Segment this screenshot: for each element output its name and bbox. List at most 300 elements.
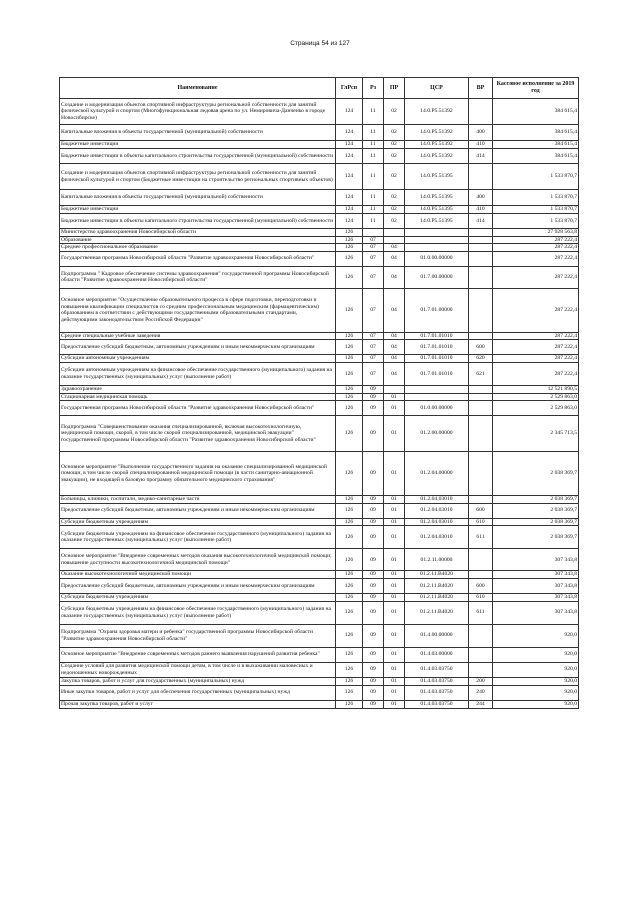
cell-vr (469, 624, 493, 647)
cell-amount: 307 343,8 (493, 601, 579, 624)
cell-vr (469, 393, 493, 401)
cell-rz: 09 (363, 549, 384, 571)
cell-pr: 01 (384, 647, 405, 662)
cell-pr: 01 (384, 578, 405, 593)
cell-name: Предоставление субсидий бюджетным, автономным учреждениям и иным некоммерческим организациям (60, 578, 336, 593)
cell-glrsp: 126 (336, 340, 363, 355)
cell-amount: 287 222,4 (493, 362, 579, 385)
table-header-row (60, 78, 579, 99)
table-row (60, 624, 579, 647)
table-row (60, 578, 579, 593)
cell-pr: 01 (384, 624, 405, 647)
cell-name: Капитальные вложения в объекты государственной (муниципальной) собственности (60, 125, 336, 141)
cell-name: Здравоохранение (60, 385, 336, 393)
cell-name: Иные закупки товаров, работ и услуг для обеспечения государственных (муниципальных) нужд (60, 685, 336, 700)
cell-pr: 01 (384, 401, 405, 416)
table-row (60, 503, 579, 518)
page-number-header: Страница 54 из 127 (290, 40, 350, 47)
cell-glrsp: 124 (336, 190, 363, 206)
cell-vr: 410 (469, 206, 493, 214)
table-row (60, 518, 579, 526)
cell-rz: 09 (363, 624, 384, 647)
cell-vr: 410 (469, 141, 493, 149)
header-pr: ПР (384, 78, 405, 99)
cell-glrsp: 126 (336, 355, 363, 363)
table-row (60, 700, 579, 708)
cell-name: Основное мероприятие "Внедрение современных методов раннего выявления нарушений развития ребенка" (60, 647, 336, 662)
cell-name: Прочая закупка товаров, работ и услуг (60, 700, 336, 708)
cell-csr (405, 393, 469, 401)
table-row (60, 206, 579, 214)
cell-glrsp: 126 (336, 244, 363, 252)
cell-rz: 09 (363, 401, 384, 416)
cell-rz: 11 (363, 206, 384, 214)
cell-glrsp: 124 (336, 206, 363, 214)
cell-glrsp: 126 (336, 601, 363, 624)
cell-csr: 14.0.Р5.51395 (405, 214, 469, 229)
cell-rz: 11 (363, 141, 384, 149)
cell-vr (469, 385, 493, 393)
cell-name: Капитальные вложения в объекты государственной (муниципальной) собственности (60, 190, 336, 206)
cell-rz: 09 (363, 416, 384, 452)
cell-glrsp: 126 (336, 662, 363, 677)
cell-vr: 610 (469, 518, 493, 526)
cell-amount: 1 533 870,7 (493, 190, 579, 206)
cell-vr (469, 401, 493, 416)
table-body (60, 99, 579, 709)
table-row (60, 526, 579, 549)
cell-amount: 2 038 369,7 (493, 452, 579, 496)
cell-vr: 611 (469, 601, 493, 624)
cell-pr: 04 (384, 251, 405, 266)
cell-rz: 09 (363, 662, 384, 677)
table-row (60, 452, 579, 496)
cell-pr: 01 (384, 662, 405, 677)
table-row (60, 549, 579, 571)
cell-name: Субсидии бюджетным учреждениям на финансовое обеспечение государственного (муниципального) задания на оказание государственных (муниципальных) услуг (выполнение работ) (60, 526, 336, 549)
cell-glrsp: 126 (336, 685, 363, 700)
cell-pr: 02 (384, 141, 405, 149)
cell-rz: 09 (363, 593, 384, 601)
cell-vr (469, 416, 493, 452)
cell-csr (405, 385, 469, 393)
cell-amount: 2 529 863,0 (493, 393, 579, 401)
cell-rz: 09 (363, 385, 384, 393)
cell-pr: 04 (384, 332, 405, 340)
cell-pr: 01 (384, 700, 405, 708)
cell-pr: 01 (384, 452, 405, 496)
cell-glrsp: 124 (336, 214, 363, 229)
cell-vr: 600 (469, 503, 493, 518)
cell-csr: 01.2.11.В4020 (405, 571, 469, 579)
cell-csr: 14.0.Р5.51392 (405, 99, 469, 125)
cell-name: Оказание высокотехнологичной медицинской помощи (60, 571, 336, 579)
cell-csr: 01.7.01.01010 (405, 362, 469, 385)
cell-pr: 01 (384, 496, 405, 504)
header-vr: ВР (469, 78, 493, 99)
cell-csr: 01.2.11.00000 (405, 549, 469, 571)
cell-csr: 01.2.04.03010 (405, 526, 469, 549)
cell-csr: 01.2.04.03010 (405, 503, 469, 518)
table-row (60, 340, 579, 355)
cell-amount: 287 222,4 (493, 288, 579, 332)
cell-rz: 09 (363, 571, 384, 579)
table-row (60, 288, 579, 332)
cell-glrsp: 126 (336, 677, 363, 685)
cell-amount: 384 615,4 (493, 125, 579, 141)
cell-amount: 307 343,8 (493, 549, 579, 571)
cell-name: Субсидии бюджетным учреждениям (60, 593, 336, 601)
cell-vr: 244 (469, 700, 493, 708)
cell-glrsp: 126 (336, 385, 363, 393)
cell-csr: 01.2.04.03010 (405, 518, 469, 526)
cell-csr: 01.4.03.03750 (405, 700, 469, 708)
cell-csr: 01.2.04.03010 (405, 496, 469, 504)
cell-vr (469, 266, 493, 288)
cell-name: Бюджетные инвестиции (60, 141, 336, 149)
cell-amount: 920,0 (493, 677, 579, 685)
table-row (60, 593, 579, 601)
cell-amount: 307 343,8 (493, 578, 579, 593)
cell-amount: 287 222,4 (493, 251, 579, 266)
table-row (60, 332, 579, 340)
cell-amount: 384 615,4 (493, 99, 579, 125)
cell-rz: 11 (363, 125, 384, 141)
cell-vr: 414 (469, 149, 493, 164)
cell-glrsp: 126 (336, 401, 363, 416)
cell-rz: 07 (363, 332, 384, 340)
cell-name: Основное мероприятие "Выполнение государственного задания на оказание специализированной медицинской помощи, в том числе скорой специализированной медицинской помощи (в части санитарно-авиационной эвакуации), не входящей в базовую программу обязательного медицинского страхования" (60, 452, 336, 496)
cell-pr (384, 236, 405, 244)
cell-pr: 04 (384, 244, 405, 252)
cell-glrsp: 126 (336, 332, 363, 340)
cell-glrsp: 126 (336, 571, 363, 579)
cell-amount: 384 615,4 (493, 141, 579, 149)
cell-csr: 01.4.03.00000 (405, 647, 469, 662)
cell-pr: 02 (384, 164, 405, 190)
table-row (60, 416, 579, 452)
cell-rz: 09 (363, 647, 384, 662)
cell-rz: 09 (363, 503, 384, 518)
cell-pr: 01 (384, 503, 405, 518)
cell-vr (469, 662, 493, 677)
cell-pr: 02 (384, 206, 405, 214)
cell-glrsp: 126 (336, 593, 363, 601)
cell-csr: 01.2.11.В4020 (405, 601, 469, 624)
cell-csr: 01.7.01.01010 (405, 332, 469, 340)
cell-vr: 600 (469, 578, 493, 593)
cell-rz: 09 (363, 393, 384, 401)
cell-name: Субсидии бюджетным учреждениям на финансовое обеспечение государственного (муниципального) задания на оказание государственных (муниципальных) услуг (выполнение работ) (60, 601, 336, 624)
cell-amount: 384 615,4 (493, 149, 579, 164)
cell-rz: 07 (363, 355, 384, 363)
cell-pr: 04 (384, 362, 405, 385)
table-row (60, 401, 579, 416)
table-row (60, 601, 579, 624)
cell-vr: 400 (469, 125, 493, 141)
cell-amount: 920,0 (493, 647, 579, 662)
table-row (60, 362, 579, 385)
table-row (60, 571, 579, 579)
cell-csr: 01.2.11.В4020 (405, 578, 469, 593)
cell-vr (469, 549, 493, 571)
table-row (60, 99, 579, 125)
cell-csr: 01.7.01.01010 (405, 340, 469, 355)
cell-rz: 11 (363, 214, 384, 229)
cell-vr: 200 (469, 677, 493, 685)
cell-name: Среднее профессиональное образование (60, 244, 336, 252)
cell-amount: 287 222,4 (493, 355, 579, 363)
cell-name: Подпрограмма "Совершенствование оказания специализированной, включая высокотехнологичную, медицинской помощи, скорой, в том числе скорой специализированной, медицинской эвакуации" государственной программы Новосибирской области "Развитие здравоохранения Новосибирской области" (60, 416, 336, 452)
header-csr: ЦСР (405, 78, 469, 99)
cell-glrsp: 126 (336, 229, 363, 237)
cell-csr: 01.0.00.00000 (405, 401, 469, 416)
cell-csr: 01.7.01.01010 (405, 355, 469, 363)
table-row (60, 229, 579, 237)
cell-csr: 14.0.Р5.51392 (405, 149, 469, 164)
cell-amount: 2 529 863,0 (493, 401, 579, 416)
cell-name: Образование (60, 236, 336, 244)
cell-rz: 07 (363, 340, 384, 355)
cell-pr (384, 229, 405, 237)
cell-name: Создание и модернизация объектов спортивной инфраструктуры региональной собственности для занятий физической культурой и спортом (Бюджетные инвестиции на строительство региональных спортивных объектов) (60, 164, 336, 190)
cell-vr (469, 99, 493, 125)
cell-pr: 04 (384, 288, 405, 332)
cell-glrsp: 126 (336, 236, 363, 244)
cell-pr: 01 (384, 571, 405, 579)
cell-pr: 01 (384, 518, 405, 526)
table-row (60, 385, 579, 393)
cell-name: Министерство здравоохранения Новосибирской области (60, 229, 336, 237)
cell-name: Создание и модернизация объектов спортивной инфраструктуры региональной собственности для занятий физической культурой и спортом (Многофункциональная ледовая арена по ул. Немировича-Данченко в городе Новосибирске) (60, 99, 336, 125)
cell-amount: 1 533 870,7 (493, 206, 579, 214)
cell-rz: 07 (363, 251, 384, 266)
cell-name: Государственная программа Новосибирской области "Развитие здравоохранения Новосибирской области" (60, 401, 336, 416)
cell-vr: 400 (469, 190, 493, 206)
cell-csr (405, 244, 469, 252)
cell-name: Основное мероприятие "Внедрение современных методов оказания высокотехнологичной медицинской помощи; повышение доступности высокотехнологичной медицинской помощи" (60, 549, 336, 571)
cell-amount: 2 038 369,7 (493, 518, 579, 526)
cell-amount: 287 222,4 (493, 340, 579, 355)
table-row (60, 214, 579, 229)
table-row (60, 125, 579, 141)
cell-csr: 01.4.03.03750 (405, 662, 469, 677)
cell-vr: 621 (469, 362, 493, 385)
cell-glrsp: 126 (336, 496, 363, 504)
cell-rz: 07 (363, 362, 384, 385)
cell-vr (469, 251, 493, 266)
cell-rz: 07 (363, 288, 384, 332)
cell-csr: 01.4.03.03750 (405, 677, 469, 685)
table-row (60, 190, 579, 206)
cell-amount: 2 038 369,7 (493, 496, 579, 504)
cell-pr: 04 (384, 266, 405, 288)
cell-vr: 240 (469, 685, 493, 700)
cell-amount: 287 222,4 (493, 244, 579, 252)
cell-csr: 14.0.Р5.51395 (405, 190, 469, 206)
cell-pr: 02 (384, 214, 405, 229)
cell-name: Бюджетные инвестиции в объекты капитального строительства государственной (муниципальной) собственности (60, 149, 336, 164)
cell-rz: 09 (363, 677, 384, 685)
cell-vr (469, 571, 493, 579)
cell-rz (363, 229, 384, 237)
cell-glrsp: 124 (336, 99, 363, 125)
header-glrsp: ГлРсп (336, 78, 363, 99)
cell-csr: 01.2.04.00000 (405, 452, 469, 496)
table-row (60, 164, 579, 190)
cell-amount: 920,0 (493, 700, 579, 708)
cell-rz: 07 (363, 236, 384, 244)
cell-name: Закупка товаров, работ и услуг для государственных (муниципальных) нужд (60, 677, 336, 685)
cell-csr: 14.0.Р5.51392 (405, 125, 469, 141)
cell-name: Субсидии бюджетным учреждениям (60, 518, 336, 526)
cell-vr (469, 496, 493, 504)
cell-glrsp: 126 (336, 700, 363, 708)
table-row (60, 355, 579, 363)
cell-name: Субсидии автономным учреждениям на финансовое обеспечение государственного (муниципального) задания на оказание государственных (муниципальных) услуг (выполнение работ) (60, 362, 336, 385)
cell-csr (405, 236, 469, 244)
cell-pr: 02 (384, 149, 405, 164)
cell-amount: 287 222,4 (493, 332, 579, 340)
cell-vr (469, 332, 493, 340)
cell-amount: 287 222,4 (493, 236, 579, 244)
cell-pr: 02 (384, 190, 405, 206)
cell-amount: 307 343,8 (493, 571, 579, 579)
cell-rz: 11 (363, 190, 384, 206)
cell-name: Создание условий для развития медицинской помощи детям, в том числе и в выхаживании маловесных и недоношенных новорожденных (60, 662, 336, 677)
cell-csr: 01.2.00.00000 (405, 416, 469, 452)
cell-name: Основное мероприятие "Осуществление образовательного процесса в сфере подготовки, переподготовки и повышения квалификации специалистов со средним профессиональным медицинским (фармацевтическим) образованием в соответствии с действующими государственными образовательными стандартами, действующими законодательством Российской Федерации" (60, 288, 336, 332)
cell-amount: 2 038 369,7 (493, 503, 579, 518)
cell-csr (405, 229, 469, 237)
cell-amount: 2 345 713,5 (493, 416, 579, 452)
cell-glrsp: 124 (336, 141, 363, 149)
cell-pr: 01 (384, 549, 405, 571)
table-row (60, 496, 579, 504)
table-row (60, 149, 579, 164)
cell-glrsp: 126 (336, 518, 363, 526)
table-row (60, 251, 579, 266)
header-amount: Кассовое исполнение за 2019 год (493, 78, 579, 99)
cell-name: Больницы, клиники, госпитали, медико-санитарные части (60, 496, 336, 504)
cell-glrsp: 124 (336, 125, 363, 141)
cell-name: Субсидии автономным учреждениям (60, 355, 336, 363)
cell-name: Бюджетные инвестиции (60, 206, 336, 214)
cell-vr (469, 647, 493, 662)
table-row (60, 244, 579, 252)
cell-csr: 14.0.Р5.51395 (405, 164, 469, 190)
cell-name: Бюджетные инвестиции в объекты капитального строительства государственной (муниципальной) собственности (60, 214, 336, 229)
cell-glrsp: 126 (336, 393, 363, 401)
budget-execution-table (59, 77, 579, 709)
header-name: Наименование (60, 78, 336, 99)
cell-glrsp: 126 (336, 362, 363, 385)
table-row (60, 677, 579, 685)
cell-amount: 1 533 870,7 (493, 214, 579, 229)
cell-pr: 01 (384, 393, 405, 401)
cell-vr (469, 229, 493, 237)
cell-csr: 01.4.00.00000 (405, 624, 469, 647)
cell-csr: 01.7.00.00000 (405, 266, 469, 288)
cell-vr: 610 (469, 593, 493, 601)
table-row (60, 141, 579, 149)
cell-amount: 27 928 563,8 (493, 229, 579, 237)
cell-vr: 611 (469, 526, 493, 549)
cell-pr: 01 (384, 593, 405, 601)
cell-pr: 01 (384, 677, 405, 685)
cell-glrsp: 126 (336, 549, 363, 571)
cell-pr: 04 (384, 355, 405, 363)
cell-rz: 09 (363, 578, 384, 593)
cell-pr: 01 (384, 526, 405, 549)
cell-glrsp: 124 (336, 149, 363, 164)
cell-amount: 1 533 870,7 (493, 164, 579, 190)
cell-pr: 01 (384, 416, 405, 452)
cell-glrsp: 126 (336, 526, 363, 549)
cell-pr: 02 (384, 99, 405, 125)
cell-vr: 414 (469, 214, 493, 229)
table-row (60, 266, 579, 288)
cell-rz: 09 (363, 601, 384, 624)
cell-vr (469, 164, 493, 190)
cell-rz: 09 (363, 526, 384, 549)
cell-vr: 600 (469, 340, 493, 355)
header-rz: Рз (363, 78, 384, 99)
cell-rz: 09 (363, 496, 384, 504)
cell-name: Подпрограмма "Охрана здоровья матери и ребенка" государственной программы Новосибирской области "Развитие здравоохранения Новосибирской области" (60, 624, 336, 647)
cell-rz: 09 (363, 685, 384, 700)
cell-glrsp: 126 (336, 452, 363, 496)
cell-vr: 620 (469, 355, 493, 363)
table-row (60, 393, 579, 401)
cell-rz: 09 (363, 518, 384, 526)
cell-rz: 11 (363, 164, 384, 190)
cell-pr: 01 (384, 685, 405, 700)
cell-csr: 01.4.03.03750 (405, 685, 469, 700)
table-row (60, 662, 579, 677)
cell-glrsp: 126 (336, 647, 363, 662)
cell-glrsp: 126 (336, 578, 363, 593)
cell-amount: 287 222,4 (493, 266, 579, 288)
cell-glrsp: 126 (336, 416, 363, 452)
cell-pr: 04 (384, 340, 405, 355)
cell-pr: 01 (384, 601, 405, 624)
cell-csr: 01.7.01.00000 (405, 288, 469, 332)
cell-amount: 920,0 (493, 624, 579, 647)
cell-name: Предоставление субсидий бюджетным, автономным учреждениям и иным некоммерческим организациям (60, 503, 336, 518)
cell-pr: 02 (384, 125, 405, 141)
cell-csr: 14.0.Р5.51395 (405, 206, 469, 214)
cell-name: Стационарная медицинская помощь (60, 393, 336, 401)
table-row (60, 236, 579, 244)
cell-rz: 11 (363, 149, 384, 164)
cell-rz: 07 (363, 244, 384, 252)
cell-csr: 14.0.Р5.51392 (405, 141, 469, 149)
cell-vr (469, 288, 493, 332)
cell-amount: 2 038 369,7 (493, 526, 579, 549)
cell-rz: 07 (363, 266, 384, 288)
cell-amount: 307 343,8 (493, 593, 579, 601)
cell-glrsp: 126 (336, 288, 363, 332)
cell-name: Средние специальные учебные заведения (60, 332, 336, 340)
cell-vr (469, 236, 493, 244)
cell-csr: 01.0.00.00000 (405, 251, 469, 266)
cell-name: Подпрограмма " Кадровое обеспечение системы здравоохранения" государственной программы Новосибирской области "Развитие здравоохранения Новосибирской области" (60, 266, 336, 288)
cell-rz: 09 (363, 452, 384, 496)
cell-glrsp: 126 (336, 624, 363, 647)
cell-amount: 920,0 (493, 685, 579, 700)
cell-glrsp: 126 (336, 251, 363, 266)
